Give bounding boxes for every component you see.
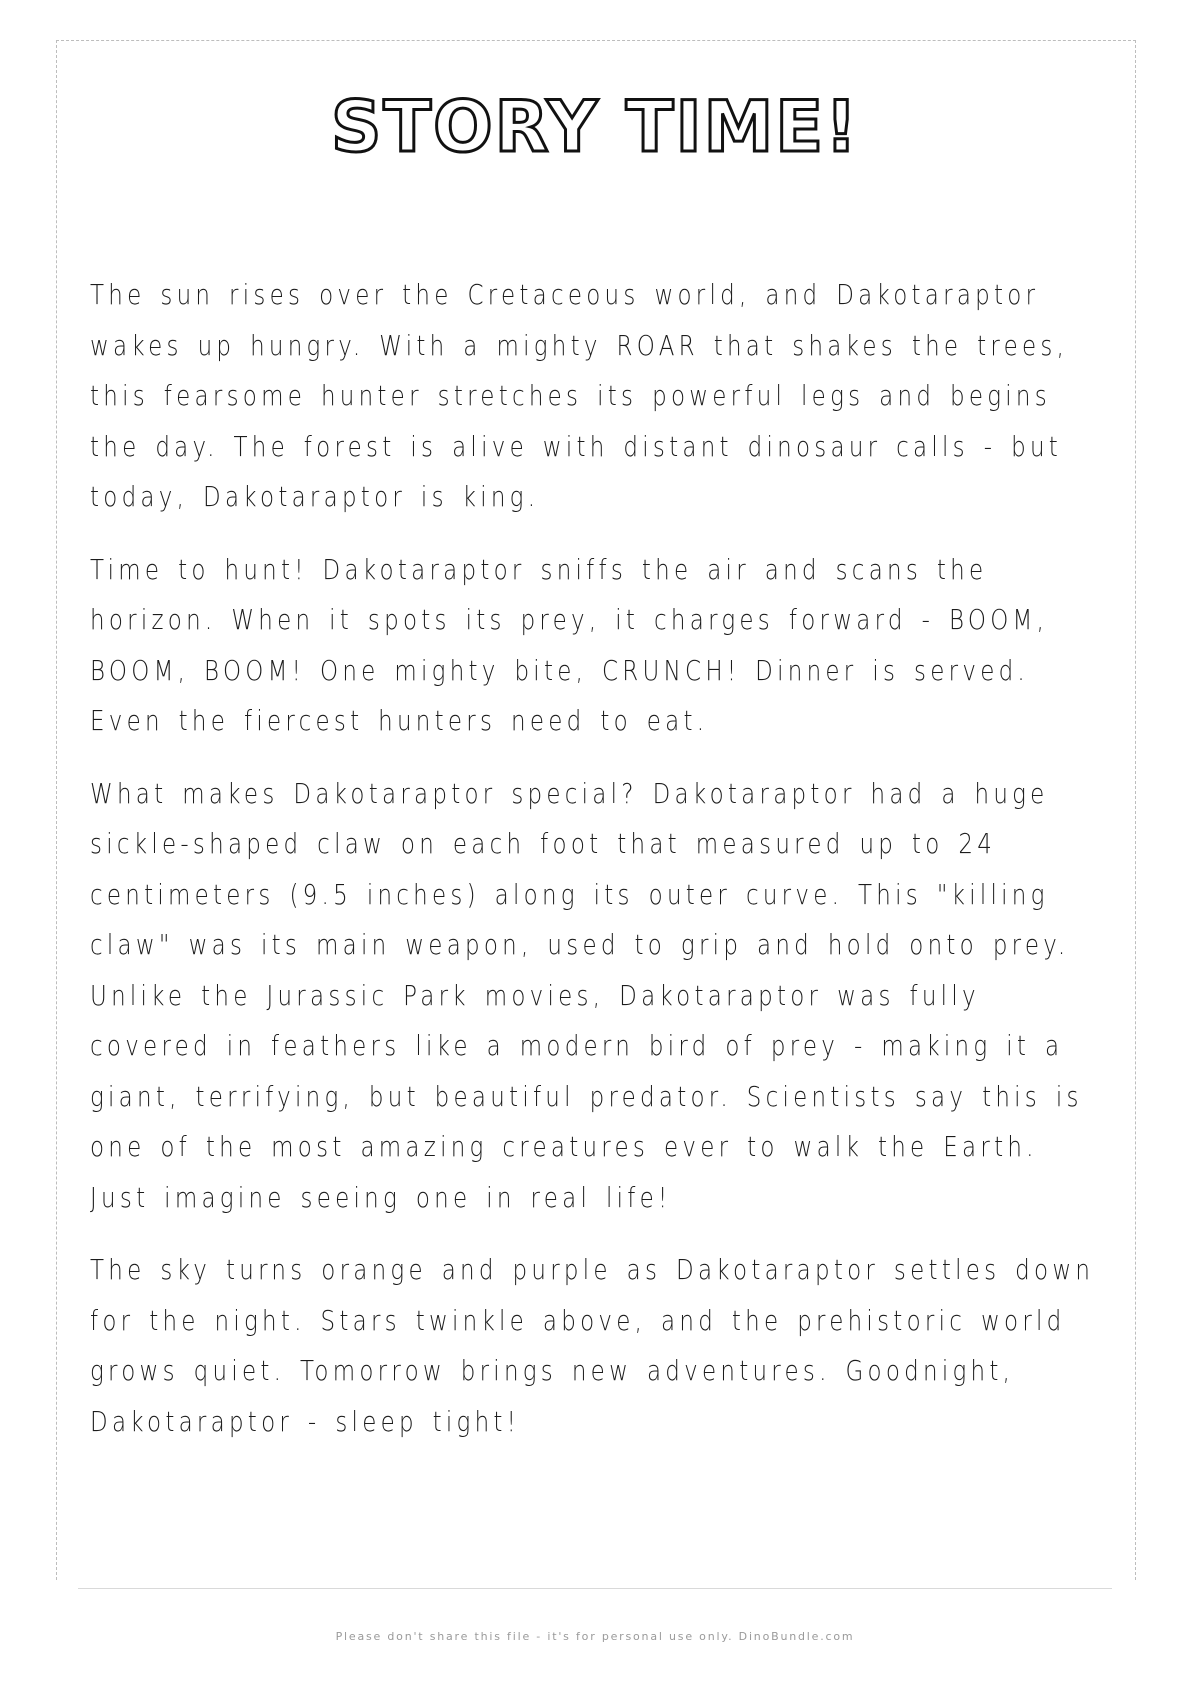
footer-divider (78, 1588, 1112, 1589)
story-paragraph-facts: What makes Dakotaraptor special? Dakotaraptor had a huge sickle-shaped claw on each foot that measured up to 24 centimeters (9.5 inches) along its outer curve. This "killing claw" was its main weapon, used to grip and hold onto prey. Unlike the Jurassic Park movies, Dakotaraptor was fully covered in feathers like a modern bird of prey - making it a giant, terrifying, but beautiful predator. Scientists say this is one of the most amazing creatures ever to walk the Earth. Just imagine seeing one in real life! (90, 776, 1083, 1214)
story-paragraph-night: The sky turns orange and purple as Dakotaraptor settles down for the night. Stars twinkle above, and the prehistoric world grows quiet. Tomorrow brings new adventures. Goodnight, Dakotaraptor - sleep tight! (90, 1253, 1095, 1438)
page-title: STORY TIME! (331, 86, 859, 168)
story-paragraph-hunt: Time to hunt! Dakotaraptor sniffs the air and scans the horizon. When it spots its prey, it charges forward - BOOM, BOOM, BOOM! One mighty bite, CRUNCH! Dinner is served. Even the fiercest hunters need to eat. (90, 552, 1049, 737)
footer-notice: Please don't share this file - it's for personal use only. DinoBundle.com (335, 1630, 855, 1643)
story-paragraph-morning: The sun rises over the Cretaceous world, and Dakotaraptor wakes up hungry. With a mighty ROAR that shakes the trees, this fearsome hunter stretches its powerful legs and begins the day. The forest is alive with distant dinosaur calls - but today, Dakotaraptor is king. (90, 278, 1069, 513)
story-body (90, 270, 1110, 1469)
